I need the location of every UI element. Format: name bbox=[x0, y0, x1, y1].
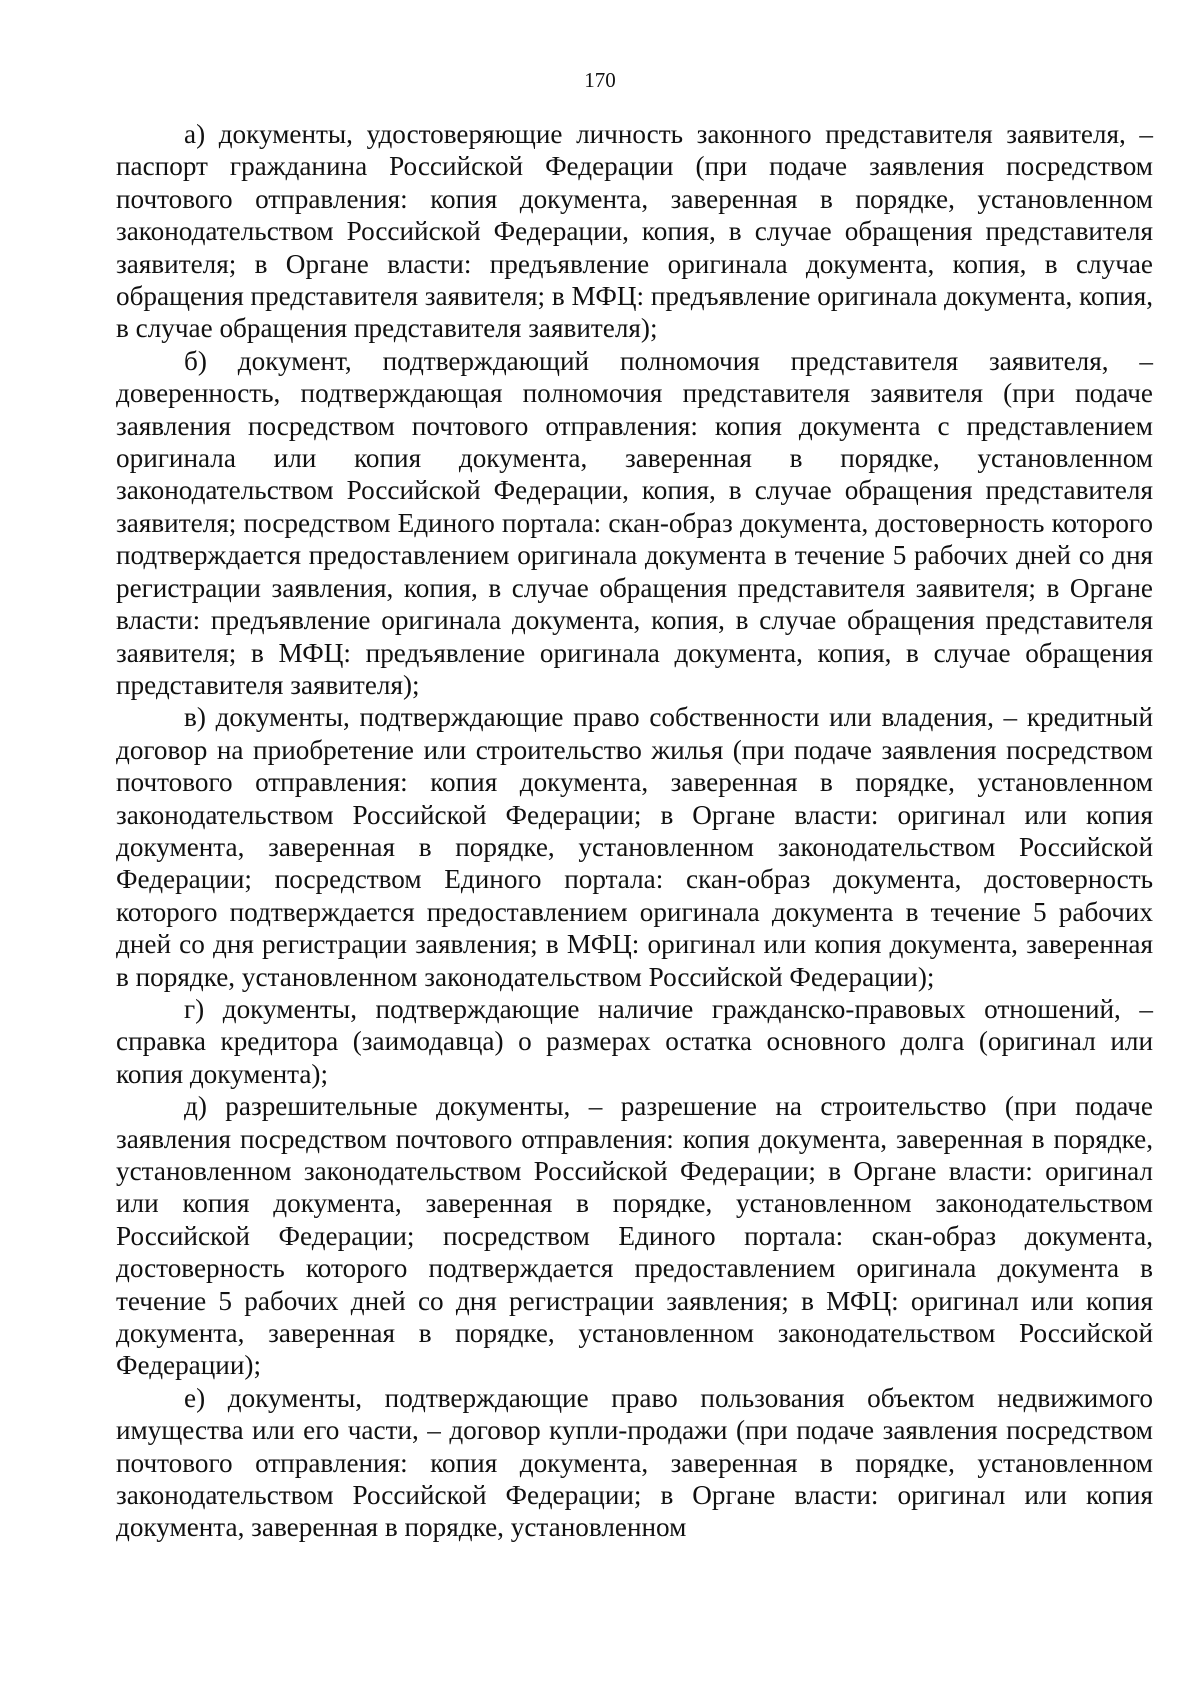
page-number: 170 bbox=[584, 68, 616, 92]
paragraph-v: в) документы, подтверждающие право собственности или владения, – кредитный договор на приобретение или строительство жилья (при подаче заявления посредством почтового отправления: копия документа, заверенная в порядке, установленном законодательством Российской Федерации; в Органе власти: оригинал или копия документа, заверенная в порядке, установленном законодательством Российской Федерации; посредством Единого портала: скан-образ документа, достоверность которого подтверждается предоставлением оригинала документа в течение 5 рабочих дней со дня регистрации заявления; в МФЦ: оригинал или копия документа, заверенная в порядке, установленном законодательством Российской Федерации); bbox=[116, 702, 1153, 992]
paragraph-a: а) документы, удостоверяющие личность законного представителя заявителя, – паспорт гражданина Российской Федерации (при подаче заявления посредством почтового отправления: копия документа, заверенная в порядке, установленном законодательством Российской Федерации, копия, в случае обращения представителя заявителя; в Органе власти: предъявление оригинала документа, копия, в случае обращения представителя заявителя; в МФЦ: предъявление оригинала документа, копия, в случае обращения представителя заявителя); bbox=[116, 119, 1153, 344]
paragraph-b: б) документ, подтверждающий полномочия представителя заявителя, – доверенность, подтверждающая полномочия представителя заявителя (при подаче заявления посредством почтового отправления: копия документа с представлением оригинала или копия документа, заверенная в порядке, установленном законодательством Российской Федерации, копия, в случае обращения представителя заявителя; посредством Единого портала: скан-образ документа, достоверность которого подтверждается предоставлением оригинала документа в течение 5 рабочих дней со дня регистрации заявления, копия, в случае обращения представителя заявителя; в Органе власти: предъявление оригинала документа, копия, в случае обращения представителя заявителя; в МФЦ: предъявление оригинала документа, копия, в случае обращения представителя заявителя); bbox=[116, 345, 1153, 700]
paragraph-g: г) документы, подтверждающие наличие гражданско-правовых отношений, – справка кредитора (заимодавца) о размерах остатка основного долга (оригинал или копия документа); bbox=[116, 993, 1153, 1089]
paragraph-d: д) разрешительные документы, – разрешение на строительство (при подаче заявления посредством почтового отправления: копия документа, заверенная в порядке, установленном законодательством Российской Федерации; в Органе власти: оригинал или копия документа, заверенная в порядке, установленном законодательством Российской Федерации; посредством Единого портала: скан-образ документа, достоверность которого подтверждается предоставлением оригинала документа в течение 5 рабочих дней со дня регистрации заявления; в МФЦ: оригинал или копия документа, заверенная в порядке, установленном законодательством Российской Федерации); bbox=[116, 1091, 1153, 1381]
paragraph-e: е) документы, подтверждающие право пользования объектом недвижимого имущества или его части, – договор купли-продажи (при подаче заявления посредством почтового отправления: копия документа, заверенная в порядке, установленном законодательством Российской Федерации; в Органе власти: оригинал или копия документа, заверенная в порядке, установленном bbox=[116, 1382, 1153, 1543]
document-body bbox=[116, 118, 1153, 1544]
